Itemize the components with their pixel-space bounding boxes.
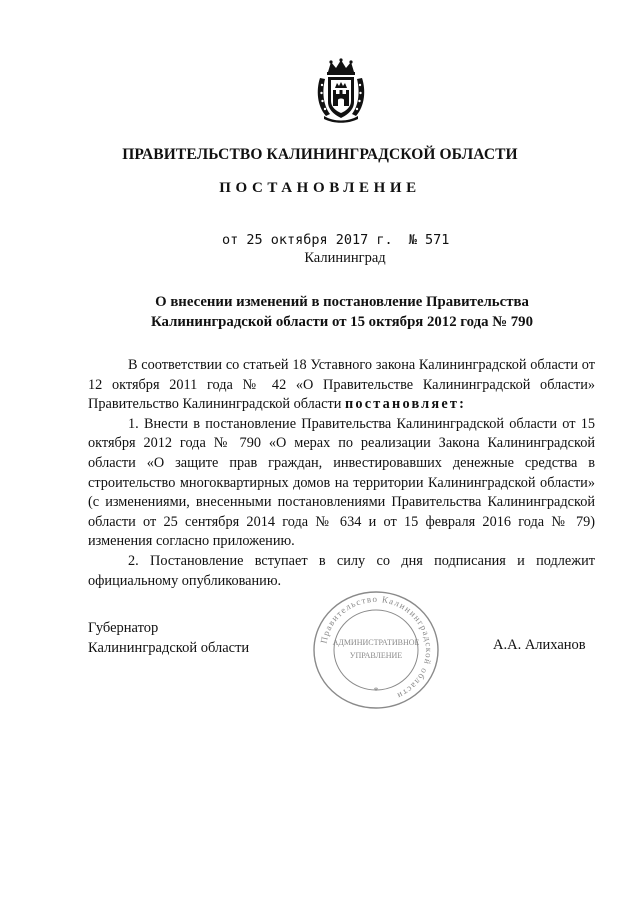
stamp-ring-text: Правительство Калининградской области bbox=[318, 593, 435, 702]
document-date: от 25 октября 2017 г. bbox=[222, 232, 393, 248]
signer-title-line-1: Губернатор bbox=[88, 620, 159, 636]
signer-title bbox=[88, 618, 249, 658]
stamp-graphic bbox=[310, 590, 442, 710]
document-date-line bbox=[222, 232, 449, 248]
subject-line-1: О внесении изменений в постановление Правительства bbox=[155, 294, 529, 310]
item-2-paragraph: 2. Постановление вступает в силу со дня подписания и подлежит официальному опубликованию. bbox=[88, 552, 595, 589]
document-number: № 571 bbox=[408, 232, 450, 248]
item-1-paragraph: 1. Внести в постановление Правительства Калининградской области от 15 октября 2012 года № 790 «О мерах по реализации Закона Калининградской области «О защите прав граждан, инвестировавших денежные средства в строительство многоквартирных домов на территории Калининградской области» (с изменениями, внесенными постановлениями Правительства Калининградской области от 25 сентября 2014 года № 634 и от 15 февраля 2016 года № 79) изменения согласно приложению. bbox=[88, 415, 595, 550]
document-city: Калининград bbox=[304, 250, 386, 266]
document-body bbox=[88, 356, 595, 591]
stamp-center-line-2: УПРАВЛЕНИЕ bbox=[349, 651, 403, 660]
signer-name: А.А. Алиханов bbox=[493, 637, 586, 653]
stamp-center-line-1: АДМИНИСТРАТИВНОЕ bbox=[332, 638, 420, 647]
document-type-heading: ПОСТАНОВЛЕНИЕ bbox=[219, 180, 421, 196]
intro-text: В соответствии со статьей 18 Уставного закона Калининградской области от 12 октября 2011 года № 42 «О Правительстве Калининградской области» Правительство Калининградской области bbox=[88, 357, 595, 413]
government-title: ПРАВИТЕЛЬСТВО КАЛИНИНГРАДСКОЙ ОБЛАСТИ bbox=[122, 146, 518, 163]
signer-title-line-2: Калининградской области bbox=[88, 640, 250, 656]
intro-paragraph bbox=[88, 356, 595, 415]
subject-line-2: Калининградской области от 15 октября 2012 года № 790 bbox=[151, 314, 533, 330]
decree-word: постановляет: bbox=[344, 396, 467, 413]
document-subject bbox=[90, 292, 594, 332]
coat-of-arms-emblem bbox=[314, 58, 368, 124]
official-stamp bbox=[310, 590, 442, 710]
stamp-star: * bbox=[373, 686, 379, 697]
